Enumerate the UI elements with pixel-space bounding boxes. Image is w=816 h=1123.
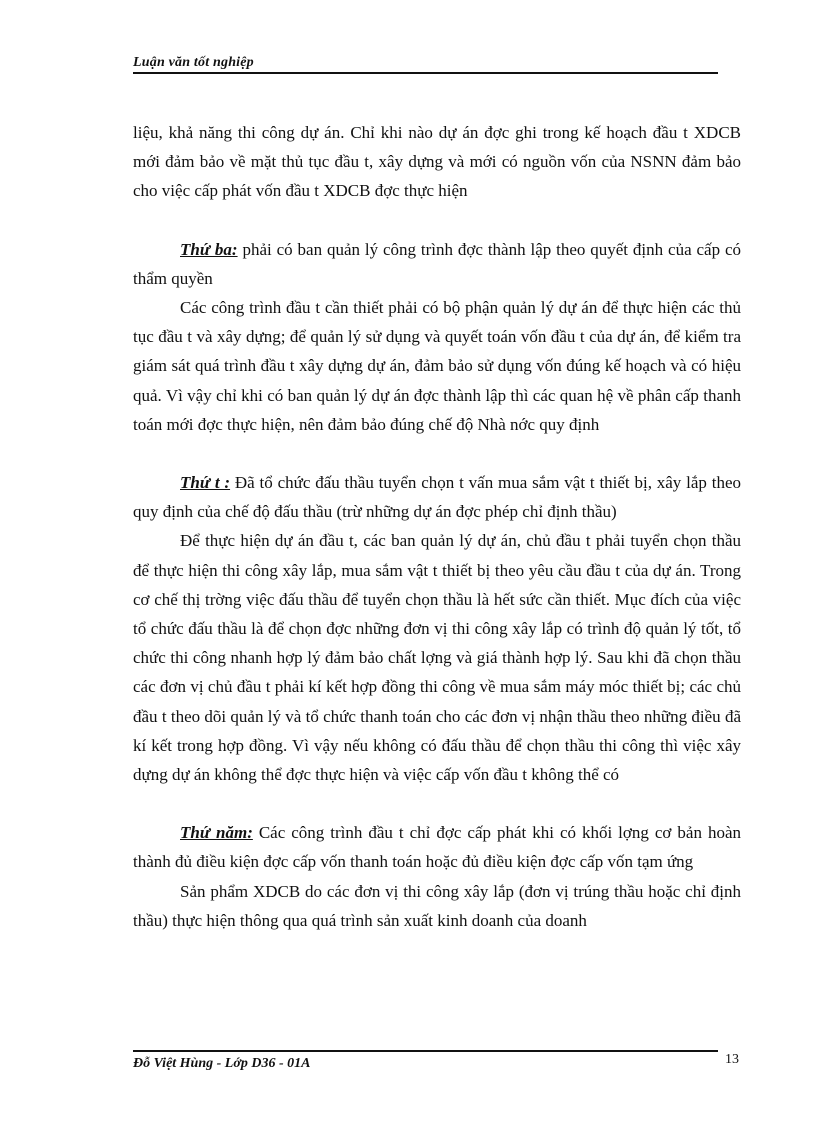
paragraph-lead: Thứ năm:	[180, 823, 253, 843]
paragraph-thu-ba	[133, 235, 741, 293]
paragraph-continuation	[133, 118, 741, 206]
paragraph-text: Các công trình đầu t cần thiết phải có bộ phận quản lý dự án để thực hiện các thủ tục đầu t và xây dựng; để quản lý sử dụng và quyết toán vốn đầu t của dự án, để kiểm tra giám sát quá trình đầu t xây dựng dự án, đảm bảo sử dụng vốn đúng kế hoạch và có hiệu quả. Vì vậy chỉ khi có ban quản lý dự án đợc thành lập thì các quan hệ về phân cấp thanh toán mới đợc thực hiện, nên đảm bảo đúng chế độ Nhà nớc quy định	[133, 298, 741, 434]
document-body	[133, 118, 741, 935]
paragraph-san-pham	[133, 877, 741, 935]
paragraph-lead: Thứ t :	[180, 473, 231, 493]
header-title: Luận văn tốt nghiệp	[133, 55, 254, 70]
paragraph-text: liệu, khả năng thi công dự án. Chỉ khi nào dự án đợc ghi trong kế hoạch đầu t XDCB mới đảm bảo về mặt thủ tục đầu t, xây dựng và mới có nguồn vốn của NSNN đảm bảo cho việc cấp phát vốn đầu t XDCB đợc thực hiện	[133, 123, 741, 201]
paragraph-text: Để thực hiện dự án đầu t, các ban quản lý dự án, chủ đầu t phải tuyển chọn thầu để thực hiện thi công xây lắp, mua sắm vật t thiết bị theo yêu cầu đầu t của dự án. Trong cơ chế thị trờng việc đấu thầu để tuyển chọn thầu là hết sức cần thiết. Mục đích của việc tổ chức đấu thầu là để chọn đợc những đơn vị thi công xây lắp có trình độ quản lý tốt, tổ chức thi công nhanh hợp lý đảm bảo chất lợng và giá thành hợp lý. Sau khi đã chọn thầu các đơn vị chủ đầu t phải kí kết hợp đồng thi công về mua sắm máy móc thiết bị; các chủ đầu t theo dõi quản lý và tổ chức thanh toán cho các đơn vị nhận thầu theo những điều đã kí kết trong hợp đồng. Vì vậy nếu không có đấu thầu để chọn thầu thi công thì việc xây dựng dự án không thể đợc thực hiện và việc cấp vốn đầu t không thể có	[133, 531, 741, 785]
paragraph-thu-nam	[133, 818, 741, 876]
paragraph-lead: Thứ ba:	[180, 239, 238, 259]
paragraph-text: Các công trình đầu t chỉ đợc cấp phát khi có khối lợng cơ bản hoàn thành đủ điều kiện đợc cấp vốn thanh toán hoặc đủ điều kiện đợc cấp vốn tạm ứng	[133, 823, 741, 872]
paragraph-dau-thau	[133, 526, 741, 789]
paragraph-text: Đã tổ chức đấu thầu tuyển chọn t vấn mua sắm vật t thiết bị, xây lắp theo quy định của chế độ đấu thầu (trừ những dự án đợc phép chỉ định thầu)	[133, 473, 741, 522]
paragraph-text: Sản phẩm XDCB do các đơn vị thi công xây lắp (đơn vị trúng thầu hoặc chỉ định thầu) thực hiện thông qua quá trình sản xuất kinh doanh của doanh	[133, 881, 741, 930]
footer-divider	[133, 1050, 718, 1052]
paragraph-ban-quan-ly	[133, 293, 741, 439]
page-number: 13	[725, 1052, 739, 1067]
paragraph-text: phải có ban quản lý công trình đợc thành lập theo quyết định của cấp có thẩm quyền	[133, 239, 742, 288]
page-header	[133, 50, 718, 74]
paragraph-thu-tu	[133, 468, 741, 526]
footer-author: Đỗ Việt Hùng - Lớp D36 - 01A	[133, 1056, 311, 1071]
